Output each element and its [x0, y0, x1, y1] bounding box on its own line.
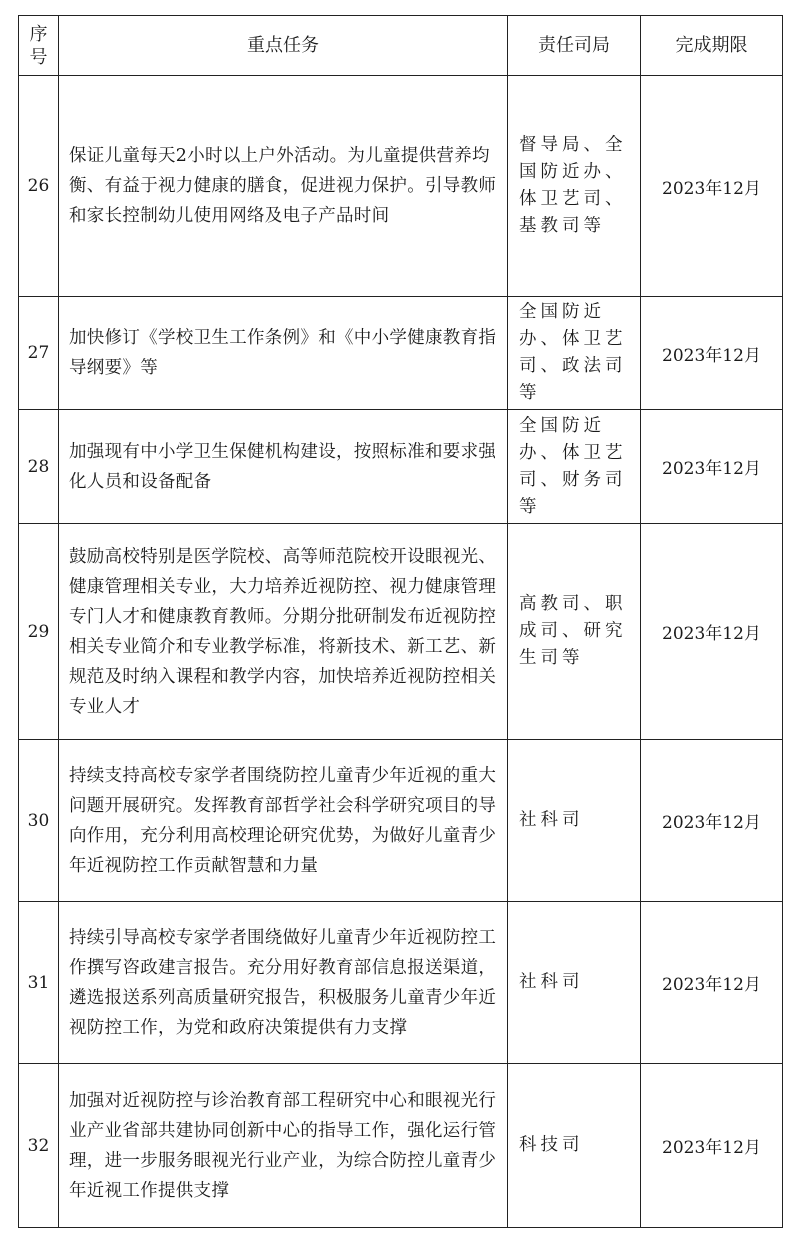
- row-dept: 社科司: [508, 902, 641, 1064]
- table-row: [19, 902, 783, 1064]
- row-seq: 28: [19, 410, 59, 524]
- header-seq: [19, 16, 59, 76]
- table-row: [19, 297, 783, 410]
- row-deadline: 2023年12月: [641, 902, 783, 1064]
- header-seq-top: 序: [29, 23, 48, 45]
- task-table: [18, 15, 783, 1228]
- row-dept: 社科司: [508, 740, 641, 902]
- row-dept: 全国防近办、体卫艺司、财务司等: [508, 410, 641, 524]
- table-row: [19, 740, 783, 902]
- row-seq: 32: [19, 1064, 59, 1228]
- table-row: [19, 76, 783, 297]
- header-dept: 责任司局: [508, 16, 641, 76]
- row-seq: 31: [19, 902, 59, 1064]
- row-task: 鼓励高校特别是医学院校、高等师范院校开设眼视光、健康管理相关专业，大力培养近视防控、视力健康管理专门人才和健康教育教师。分期分批研制发布近视防控相关专业简介和专业教学标准，将新技术、新工艺、新规范及时纳入课程和教学内容，加快培养近视防控相关专业人才: [59, 524, 508, 740]
- row-seq: 30: [19, 740, 59, 902]
- header-deadline: 完成期限: [641, 16, 783, 76]
- row-task: 加强现有中小学卫生保健机构建设，按照标准和要求强化人员和设备配备: [59, 410, 508, 524]
- row-task: 持续支持高校专家学者围绕防控儿童青少年近视的重大问题开展研究。发挥教育部哲学社会科学研究项目的导向作用，充分利用高校理论研究优势，为做好儿童青少年近视防控工作贡献智慧和力量: [59, 740, 508, 902]
- row-deadline: 2023年12月: [641, 410, 783, 524]
- row-deadline: 2023年12月: [641, 1064, 783, 1228]
- row-deadline: 2023年12月: [641, 297, 783, 410]
- row-task: 持续引导高校专家学者围绕做好儿童青少年近视防控工作撰写咨政建言报告。充分用好教育部信息报送渠道，遴选报送系列高质量研究报告，积极服务儿童青少年近视防控工作，为党和政府决策提供有力支撑: [59, 902, 508, 1064]
- row-seq: 29: [19, 524, 59, 740]
- row-deadline: 2023年12月: [641, 740, 783, 902]
- table-row: [19, 410, 783, 524]
- table-row: [19, 1064, 783, 1228]
- row-task: 加强对近视防控与诊治教育部工程研究中心和眼视光行业产业省部共建协同创新中心的指导工作，强化运行管理，进一步服务眼视光行业产业，为综合防控儿童青少年近视工作提供支撑: [59, 1064, 508, 1228]
- header-seq-bottom: 号: [29, 46, 48, 68]
- table-row: [19, 524, 783, 740]
- row-seq: 27: [19, 297, 59, 410]
- row-dept: 科技司: [508, 1064, 641, 1228]
- row-deadline: 2023年12月: [641, 524, 783, 740]
- row-task: 加快修订《学校卫生工作条例》和《中小学健康教育指导纲要》等: [59, 297, 508, 410]
- row-deadline: 2023年12月: [641, 76, 783, 297]
- row-dept: 高教司、职成司、研究生司等: [508, 524, 641, 740]
- row-seq: 26: [19, 76, 59, 297]
- row-dept: 全国防近办、体卫艺司、政法司等: [508, 297, 641, 410]
- row-dept: 督导局、全国防近办、体卫艺司、基教司等: [508, 76, 641, 297]
- table-header-row: [19, 16, 783, 76]
- header-task: 重点任务: [59, 16, 508, 76]
- task-table-page: [18, 15, 782, 1228]
- row-task: 保证儿童每天2小时以上户外活动。为儿童提供营养均衡、有益于视力健康的膳食，促进视力保护。引导教师和家长控制幼儿使用网络及电子产品时间: [59, 76, 508, 297]
